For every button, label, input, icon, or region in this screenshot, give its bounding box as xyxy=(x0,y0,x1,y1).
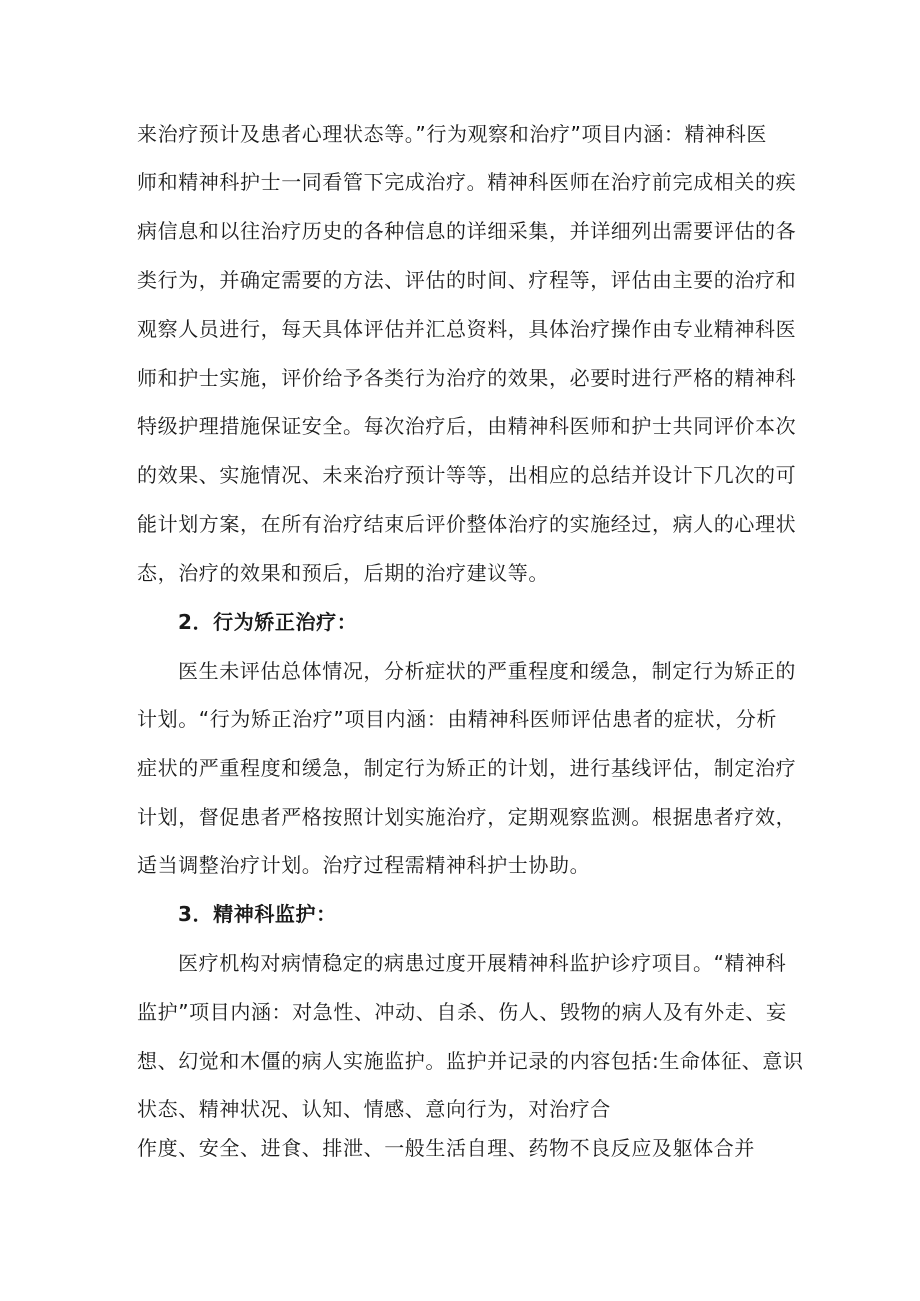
section-heading: 2．行为矫正治疗： xyxy=(178,610,358,634)
text-line: 的效果、实施情况、未来治疗预计等等，出相应的总结并设计下几次的可 xyxy=(137,463,797,487)
text-line: 病信息和以往治疗历史的各种信息的详细采集，并详细列出需要评估的各 xyxy=(137,219,797,243)
text-line: 来治疗预计及患者心理状态等。”行为观察和治疗”项目内涵：精神科医 xyxy=(137,122,767,146)
text-line: 医生未评估总体情况，分析症状的严重程度和缓急，制定行为矫正的 xyxy=(178,659,796,683)
text-line: 类行为，并确定需要的方法、评估的时间、疗程等，评估由主要的治疗和 xyxy=(137,268,797,292)
section-heading: 3．精神科监护： xyxy=(178,902,337,926)
text-line: 想、幻觉和木僵的病人实施监护。监护并记录的内容包括:生命体征、意识 xyxy=(137,1049,804,1073)
text-line: 态，治疗的效果和预后，后期的治疗建议等。 xyxy=(137,561,549,585)
text-line: 计划。“行为矫正治疗”项目内涵：由精神科医师评估患者的症状，分析 xyxy=(137,707,777,731)
text-line: 医疗机构对病情稳定的病患过度开展精神科监护诊疗项目。“精神科 xyxy=(178,951,787,975)
text-line: 状态、精神状况、认知、情感、意向行为，对治疗合 xyxy=(137,1097,611,1121)
text-line: 作度、安全、进食、排泄、一般生活自理、药物不良反应及躯体合并 xyxy=(137,1136,755,1160)
text-line: 观察人员进行，每天具体评估并汇总资料，具体治疗操作由专业精神科医 xyxy=(137,317,797,341)
text-line: 能计划方案，在所有治疗结束后评价整体治疗的实施经过，病人的心理状 xyxy=(137,512,797,536)
text-line: 师和护士实施，评价给予各类行为治疗的效果，必要时进行严格的精神科 xyxy=(137,366,797,390)
text-line: 监护”项目内涵：对急性、冲动、自杀、伤人、毁物的病人及有外走、妄 xyxy=(137,1000,787,1024)
text-line: 适当调整治疗计划。治疗过程需精神科护士协助。 xyxy=(137,853,591,877)
text-line: 计划，督促患者严格按照计划实施治疗，定期观察监测。根据患者疗效， xyxy=(137,805,797,829)
text-line: 特级护理措施保证安全。每次治疗后，由精神科医师和护士共同评价本次 xyxy=(137,414,797,438)
text-line: 症状的严重程度和缓急，制定行为矫正的计划，进行基线评估，制定治疗 xyxy=(137,756,797,780)
text-line: 师和精神科护士一同看管下完成治疗。精神科医师在治疗前完成相关的疾 xyxy=(137,170,797,194)
